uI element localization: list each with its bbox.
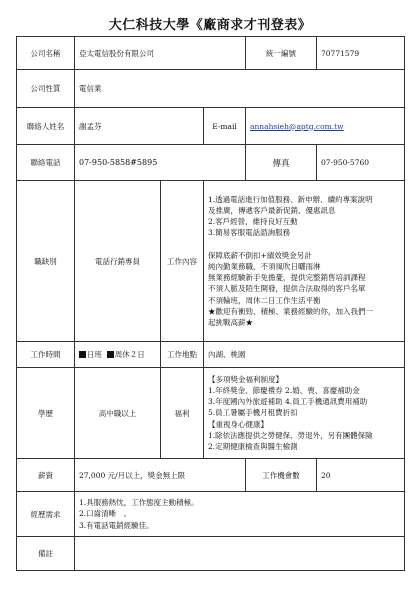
row-experience	[17, 492, 405, 537]
row-salary	[17, 459, 405, 492]
job-posting-form	[16, 36, 405, 571]
job-content-line: 2.客戶經營，維持良好互動	[208, 217, 298, 227]
remarks-value	[75, 537, 405, 571]
job-category-label: 職缺別	[17, 181, 75, 342]
benefits-line: 5.員工暑屬手機月租費折扣	[208, 408, 298, 418]
company-name-label: 公司名稱	[17, 37, 75, 70]
row-work-time	[17, 342, 405, 368]
fax-value: 07-950-5760	[317, 145, 405, 181]
job-category-value: 電話行銷專員	[75, 181, 161, 342]
tax-id-value: 70771579	[317, 37, 405, 70]
row-company-type	[17, 70, 405, 108]
row-contact	[17, 108, 405, 145]
work-time-option: 周休２日	[114, 350, 145, 359]
job-content-line: 不須人脈及陌生開發，提供合法取得的客戶名單	[208, 284, 366, 294]
job-content-line: 及推廣，傳遞客戶最新促銷、優惠訊息	[208, 205, 336, 215]
job-content-line: 3.簡易客服電話諮詢服務	[208, 228, 291, 238]
education-label: 學歷	[17, 368, 75, 459]
contact-name-value: 謝孟芬	[75, 108, 204, 145]
job-content-line: 起挑戰高薪★	[208, 318, 253, 328]
phone-value: 07-950-5858#5895	[75, 145, 246, 181]
benefits-line: 【多項獎金福利制度】	[208, 374, 283, 384]
benefits-line: 【重視身心健康】	[208, 419, 268, 429]
email-link[interactable]: annahsieh@aptg.com.tw	[246, 108, 405, 145]
experience-label: 經歷需求	[17, 492, 75, 537]
work-location-value: 內湖、桃園	[204, 342, 405, 368]
form-title: 大仁科技大學《廠商求才刊登表》	[108, 18, 312, 33]
row-company-name	[17, 37, 405, 70]
work-time-option: 日班	[87, 350, 102, 359]
work-time-value	[75, 342, 161, 368]
job-content-line: 不須輪班，周休二日工作生活平衡	[208, 295, 321, 305]
row-phone	[17, 145, 405, 181]
job-content-label: 工作內容	[161, 181, 204, 342]
benefits-line: 2.定期健康檢查與醫生檢測	[208, 442, 298, 451]
openings-label: 工作機會數	[246, 459, 317, 492]
contact-name-label: 聯絡人姓名	[17, 108, 75, 145]
benefits-label: 福利	[161, 368, 204, 459]
work-time-label: 工作時間	[17, 342, 75, 368]
benefits-line: 1.除依法應提供之勞健保、勞退外，另有團體保險	[208, 430, 373, 440]
benefits-line: 3.年度國內外旅遊補助 4.員工手機通訊費用補助	[208, 397, 368, 407]
row-education-benefits	[17, 368, 405, 459]
company-type-value: 電信業	[75, 70, 405, 108]
experience-line: 3.有電話電銷經驗佳。	[79, 520, 154, 530]
fax-label: 傳真	[246, 145, 317, 181]
salary-label: 薪資	[17, 459, 75, 492]
experience-line: 1.具服務熱忱，工作態度主動積極。	[79, 498, 199, 508]
experience-value	[75, 492, 405, 537]
job-content-line: 無業務經驗新手免擔憂，提供完整銷售培訓課程	[208, 273, 366, 283]
company-name-value: 亞太電信股份有限公司	[75, 37, 246, 70]
row-remarks	[17, 537, 405, 571]
checkbox-checked-icon	[79, 351, 86, 358]
job-content-line: 純內勤業務職，不須風吹日曬雨淋	[208, 262, 321, 271]
openings-value: 20	[317, 459, 405, 492]
job-content-line	[208, 239, 400, 250]
work-location-label: 工作地點	[161, 342, 204, 368]
email-label: E-mail	[204, 108, 246, 145]
tax-id-label: 統一編號	[246, 37, 317, 70]
benefits-value	[204, 368, 405, 459]
company-type-label: 公司性質	[17, 70, 75, 108]
job-content-line: 保障底薪不倒扣+績效獎金另計	[208, 250, 312, 260]
remarks-label: 備註	[17, 537, 75, 571]
checkbox-checked-icon	[107, 351, 114, 358]
salary-value: 27,000 元/月以上，獎金無上限	[75, 459, 246, 492]
education-value: 高中職以上	[75, 368, 161, 459]
job-content-value	[204, 181, 405, 342]
job-content-line: 1.透過電話進行加值服務、新申辦、續約專案說明	[208, 194, 373, 204]
row-job	[17, 181, 405, 342]
phone-label: 聯絡電話	[17, 145, 75, 181]
experience-line: 2.口齒清晰 。	[79, 509, 132, 519]
job-content-line: ★歡迎有衝勁、積極、業務經驗的你，加入我們一	[208, 306, 373, 316]
benefits-line: 1.年終獎金、節慶禮券 2.婚、喪、喜慶補助金	[208, 385, 360, 395]
